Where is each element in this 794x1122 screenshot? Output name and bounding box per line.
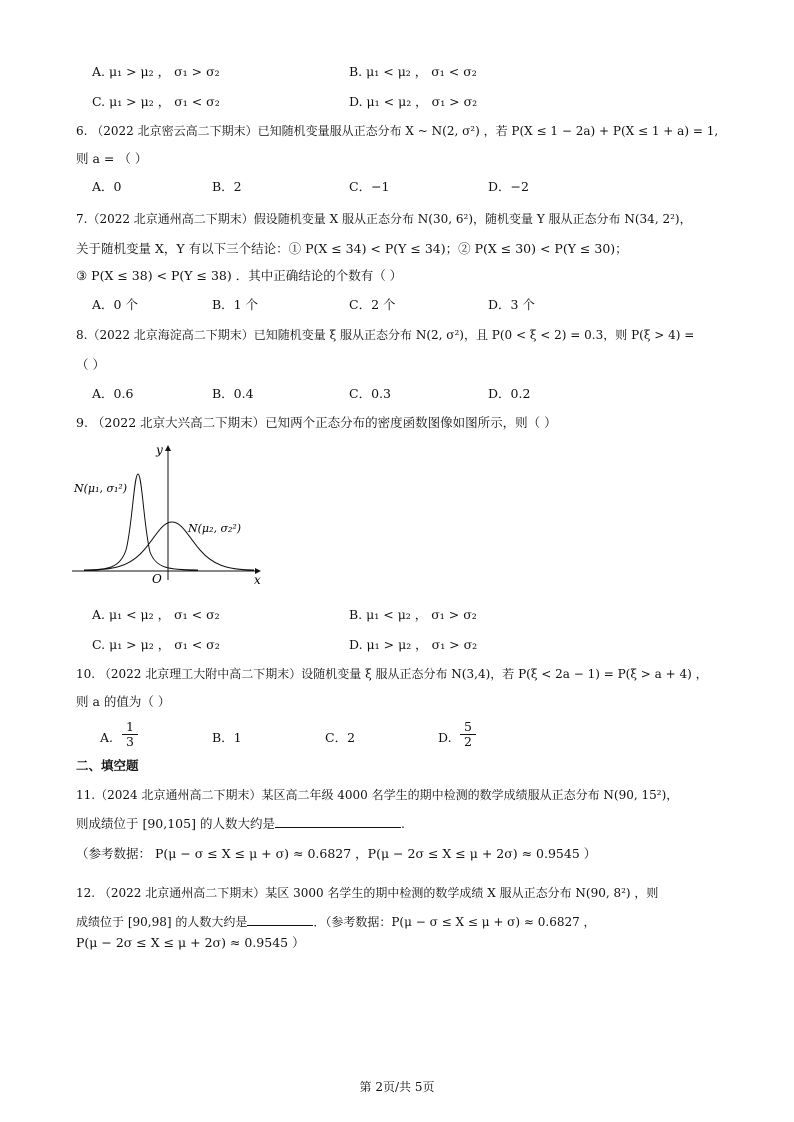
- q6-stem-line2: 则 a = （ ）: [76, 151, 148, 166]
- q9-stem: 9. （2022 北京大兴高二下期末）已知两个正态分布的密度函数图像如图所示，则（ ）: [76, 415, 557, 430]
- q8-option-d: D．0.2: [488, 386, 531, 401]
- q11-stem-line2-end: .: [400, 816, 405, 831]
- q10-option-b: B．1: [212, 730, 242, 745]
- q8-stem-line2: （ ）: [76, 357, 105, 372]
- q12-answer-blank[interactable]: [247, 913, 313, 926]
- q12-stem-line2-end: ．（参考数据：P(μ − σ ≤ X ≤ μ + σ) ≈ 0.6827 ，: [313, 915, 596, 929]
- page-footer: 第 2页/共 5页: [359, 1080, 435, 1094]
- q10-option-d-fraction: [460, 720, 476, 749]
- q10-option-d-label: D.: [438, 730, 452, 745]
- section-fill-in-heading: 二、填空题: [76, 758, 139, 773]
- q11-stem-line2: [76, 815, 405, 833]
- q6-option-a: A．0: [92, 179, 122, 194]
- fig-y-label: y: [156, 443, 163, 457]
- q10-option-d-numerator: 5: [460, 720, 476, 735]
- q7-option-c: C．2 个: [349, 297, 396, 312]
- q6-option-d: D．−2: [488, 179, 529, 194]
- q9-option-b: B. μ₁ < μ₂ ， σ₁ > σ₂: [349, 607, 477, 622]
- q5-option-c: C. μ₁ > μ₂ ， σ₁ < σ₂: [92, 94, 220, 109]
- q11-answer-blank[interactable]: [275, 815, 401, 828]
- q6-option-b: B．2: [212, 179, 242, 194]
- fig-x-label: x: [254, 573, 261, 587]
- q5-option-a: A. μ₁ > μ₂ ， σ₁ > σ₂: [92, 64, 220, 79]
- q9-option-c: C. μ₁ > μ₂ ， σ₁ < σ₂: [92, 637, 220, 652]
- q11-stem-line2-text: 则成绩位于 [90,105] 的人数大约是: [76, 816, 275, 831]
- normal-density-figure: [68, 440, 278, 590]
- q9-option-d: D. μ₁ > μ₂ ， σ₁ > σ₂: [349, 637, 478, 652]
- q6-stem-line1: 6. （2022 北京密云高二下期末）已知随机变量服从正态分布 X ~ N(2, σ²) ，若 P(X ≤ 1 − 2a) + P(X ≤ 1 + a) = 1,: [76, 124, 719, 138]
- q5-option-d: D. μ₁ < μ₂ ， σ₁ > σ₂: [349, 94, 478, 109]
- q11-reference-data: （参考数据： P(μ − σ ≤ X ≤ μ + σ) ≈ 0.6827 ，P(μ − 2σ ≤ X ≤ μ + 2σ) ≈ 0.9545 ）: [76, 846, 597, 861]
- q10-option-a-label: A.: [100, 730, 114, 745]
- q10-option-c: C．2: [325, 730, 356, 745]
- q5-option-b: B. μ₁ < μ₂ ， σ₁ < σ₂: [349, 64, 477, 79]
- q12-stem-line2: [76, 913, 596, 931]
- q7-stem-line3: ③ P(X ≤ 38) < P(Y ≤ 38) ．其中正确结论的个数有（ ）: [76, 268, 403, 283]
- q10-stem-line2: 则 a 的值为（ ）: [76, 694, 171, 709]
- q10-option-d-denominator: 2: [464, 734, 472, 749]
- q8-option-c: C．0.3: [349, 386, 391, 401]
- q9-option-a: A. μ₁ < μ₂ ， σ₁ < σ₂: [92, 607, 220, 622]
- q12-stem-line2-text: 成绩位于 [90,98] 的人数大约是: [76, 915, 248, 929]
- q8-stem-line1: 8.（2022 北京海淀高二下期末）已知随机变量 ξ 服从正态分布 N(2, σ²)，且 P(0 < ξ < 2) = 0.3，则 P(ξ > 4) =: [76, 328, 695, 342]
- q7-stem-line2: 关于随机变量 X，Y 有以下三个结论：① P(X ≤ 34) < P(Y ≤ 34)；② P(X ≤ 30) < P(Y ≤ 30)；: [76, 241, 628, 256]
- q10-option-a-numerator: 1: [122, 720, 138, 735]
- q12-reference-data: P(μ − 2σ ≤ X ≤ μ + 2σ) ≈ 0.9545 ）: [76, 935, 305, 950]
- fig-curve2-label: N(μ₂, σ₂²): [188, 522, 242, 535]
- q8-option-a: A．0.6: [92, 386, 134, 401]
- q7-option-d: D．3 个: [488, 297, 535, 312]
- q7-stem-line1: 7.（2022 北京通州高二下期末）假设随机变量 X 服从正态分布 N(30, 6²)，随机变量 Y 服从正态分布 N(34, 2²)，: [76, 212, 692, 226]
- fig-curve1-label: N(μ₁, σ₁²): [74, 482, 128, 495]
- q10-option-a-fraction: [122, 720, 138, 749]
- q10-option-a-denominator: 3: [126, 734, 134, 749]
- q11-stem-line1: 11.（2024 北京通州高二下期末）某区高二年级 4000 名学生的期中检测的数学成绩服从正态分布 N(90, 15²)，: [76, 788, 679, 802]
- q7-option-a: A．0 个: [92, 297, 138, 312]
- q12-stem-line1: 12. （2022 北京通州高二下期末）某区 3000 名学生的期中检测的数学成绩 X 服从正态分布 N(90, 8²) ，则: [76, 886, 659, 900]
- q8-option-b: B．0.4: [212, 386, 254, 401]
- q6-option-c: C．−1: [349, 179, 390, 194]
- q7-option-b: B．1 个: [212, 297, 259, 312]
- fig-origin-label: O: [152, 572, 162, 586]
- q10-stem-line1: 10. （2022 北京理工大附中高二下期末）设随机变量 ξ 服从正态分布 N(3,4)，若 P(ξ < 2a − 1) = P(ξ > a + 4) ，: [76, 667, 708, 681]
